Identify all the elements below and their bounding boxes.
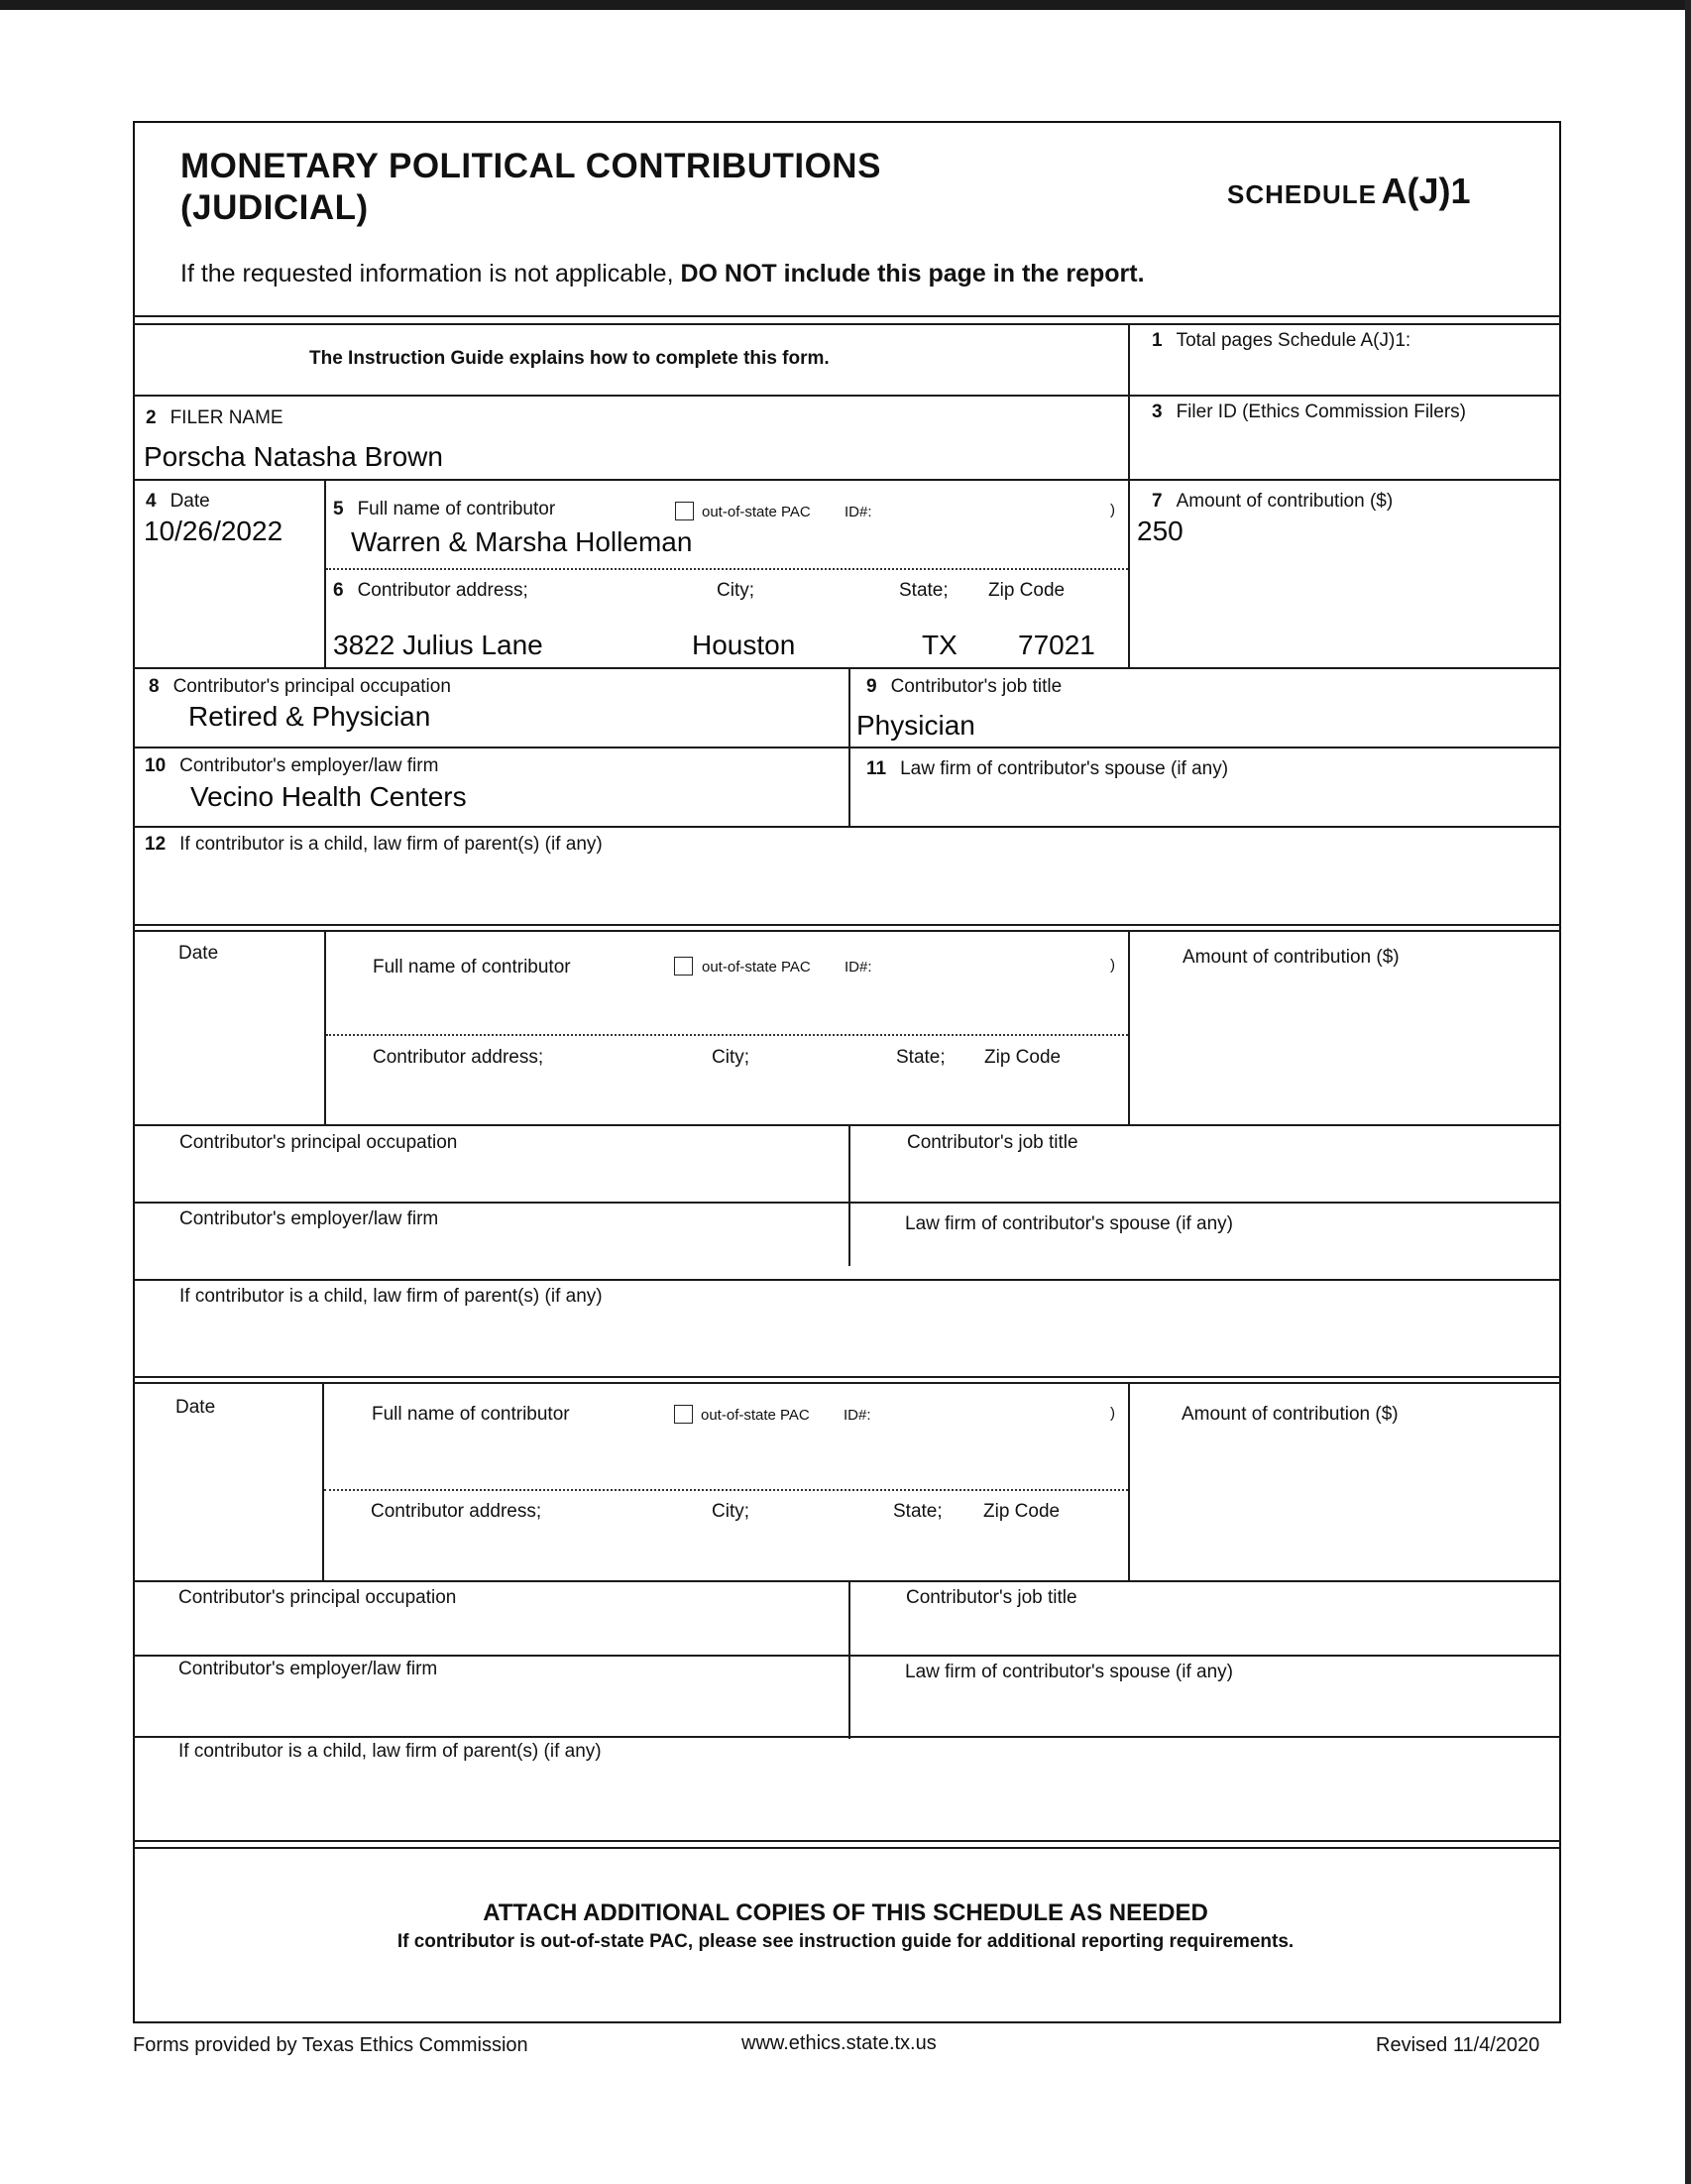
occupation-label: Contributor's principal occupation <box>179 1132 458 1153</box>
amount-column-divider <box>1128 1384 1130 1580</box>
address-label: Contributor address; <box>357 580 528 601</box>
entry-separator <box>133 924 1561 926</box>
amount-label: Amount of contribution ($) <box>1182 1404 1399 1425</box>
employer-label: Contributor's employer/law firm <box>178 1659 438 1679</box>
schedule-id: A(J)1 <box>1381 171 1471 211</box>
employer-field <box>145 755 438 777</box>
footer-website[interactable]: www.ethics.state.tx.us <box>741 2032 937 2054</box>
zip-label: Zip Code <box>984 1047 1062 1068</box>
job-title-field <box>866 676 1062 698</box>
field-number-6: 6 <box>333 580 344 601</box>
field-number-4: 4 <box>146 491 157 512</box>
date-field <box>146 491 210 513</box>
amount-label: Amount of contribution ($) <box>1176 491 1394 512</box>
filer-id-label: Filer ID (Ethics Commission Filers) <box>1176 402 1466 422</box>
date-label: Date <box>169 491 210 512</box>
row-rule <box>133 1736 1561 1738</box>
notice-prefix: If the requested information is not applicable, <box>180 260 681 287</box>
city-value[interactable]: Houston <box>692 630 796 660</box>
row-rule <box>133 747 1561 748</box>
row-rule <box>133 395 1561 397</box>
contributor-address-field <box>333 580 528 602</box>
out-of-state-pac-label: out-of-state PAC <box>702 504 811 520</box>
total-pages-field <box>1152 330 1410 352</box>
footer-revision: Revised 11/4/2020 <box>1376 2034 1540 2056</box>
spouse-firm-label: Law firm of contributor's spouse (if any) <box>905 1213 1233 1234</box>
notice-text <box>180 260 1145 288</box>
entry-separator-2 <box>133 930 1561 932</box>
out-of-state-pac-checkbox[interactable] <box>674 1405 693 1424</box>
job-title-label: Contributor's job title <box>890 676 1063 697</box>
filer-id-field <box>1152 402 1466 423</box>
employer-label: Contributor's employer/law firm <box>179 755 439 776</box>
state-label: State; <box>896 1047 946 1068</box>
field-number-1: 1 <box>1152 330 1163 351</box>
occupation-divider <box>848 1124 850 1266</box>
date-label: Date <box>178 943 219 964</box>
date-column-divider <box>322 1384 324 1580</box>
spouse-firm-label: Law firm of contributor's spouse (if any) <box>900 758 1229 779</box>
field-number-5: 5 <box>333 499 344 519</box>
out-of-state-pac-label: out-of-state PAC <box>701 1407 810 1424</box>
contributor-name-field <box>333 499 555 520</box>
child-firm-field <box>145 834 603 856</box>
row-rule <box>133 479 1561 481</box>
field-number-12: 12 <box>145 834 167 855</box>
zip-value[interactable]: 77021 <box>1018 630 1095 660</box>
full-name-label: Full name of contributor <box>357 499 556 519</box>
row-rule <box>133 1124 1561 1126</box>
contribution-date-value[interactable]: 10/26/2022 <box>144 516 283 546</box>
name-address-separator <box>326 568 1128 570</box>
occupation-value[interactable]: Retired & Physician <box>188 701 431 732</box>
pac-id-close-paren: ) <box>1110 502 1115 518</box>
out-of-state-pac-checkbox[interactable] <box>674 957 693 976</box>
job-title-label: Contributor's job title <box>907 1132 1078 1153</box>
field-number-7: 7 <box>1152 491 1163 512</box>
row-rule <box>133 667 1561 669</box>
amount-label: Amount of contribution ($) <box>1183 947 1400 968</box>
employer-value[interactable]: Vecino Health Centers <box>190 781 467 812</box>
address-label: Contributor address; <box>371 1501 542 1522</box>
notice-bold: DO NOT include this page in the report. <box>680 260 1145 287</box>
field-number-9: 9 <box>866 676 877 697</box>
child-firm-label: If contributor is a child, law firm of parent(s) (if any) <box>178 1741 602 1762</box>
field-number-3: 3 <box>1152 402 1163 422</box>
child-firm-label: If contributor is a child, law firm of parent(s) (if any) <box>179 1286 603 1307</box>
row-rule <box>133 1655 1561 1657</box>
child-firm-label: If contributor is a child, law firm of parent(s) (if any) <box>179 834 603 855</box>
entry-separator-2 <box>133 1847 1561 1849</box>
row-rule <box>133 1202 1561 1204</box>
field-number-2: 2 <box>146 407 157 428</box>
zip-label: Zip Code <box>983 1501 1061 1522</box>
entry-separator <box>133 1376 1561 1378</box>
job-title-value[interactable]: Physician <box>856 710 975 741</box>
address-label: Contributor address; <box>373 1047 544 1068</box>
name-address-separator <box>324 1489 1128 1491</box>
pac-id-label: ID#: <box>845 504 872 520</box>
name-address-separator <box>326 1034 1128 1036</box>
amount-column-divider <box>1128 932 1130 1124</box>
amount-value[interactable]: 250 <box>1137 516 1184 546</box>
occupation-label: Contributor's principal occupation <box>172 676 451 697</box>
scan-top-edge <box>0 0 1691 10</box>
filer-name-field <box>146 407 283 429</box>
filer-name-label: FILER NAME <box>169 407 283 428</box>
footer-provider: Forms provided by Texas Ethics Commission <box>133 2034 528 2056</box>
out-of-state-pac-checkbox[interactable] <box>675 502 694 520</box>
field-number-8: 8 <box>149 676 160 697</box>
address-value[interactable]: 3822 Julius Lane <box>333 630 543 660</box>
row-rule <box>133 1279 1561 1281</box>
right-column-divider <box>1128 323 1130 668</box>
entry-separator <box>133 1840 1561 1842</box>
field-number-10: 10 <box>145 755 167 776</box>
full-name-label: Full name of contributor <box>372 1404 570 1425</box>
row-rule <box>133 826 1561 828</box>
date-column-divider <box>324 932 326 1124</box>
spouse-firm-field <box>866 758 1228 780</box>
out-of-state-pac-note: If contributor is out-of-state PAC, please see instruction guide for additional reporting requirements. <box>396 1931 1295 1952</box>
contributor-name-value[interactable]: Warren & Marsha Holleman <box>351 526 693 557</box>
pac-id-close-paren: ) <box>1110 1405 1115 1422</box>
filer-name-value[interactable]: Porscha Natasha Brown <box>144 441 443 472</box>
state-value[interactable]: TX <box>922 630 958 660</box>
pac-id-label: ID#: <box>845 959 872 976</box>
date-label: Date <box>175 1397 216 1418</box>
form-subtitle: (JUDICIAL) <box>180 188 369 227</box>
header-rule-2 <box>133 323 1561 325</box>
state-label: State; <box>899 580 949 601</box>
occupation-field <box>149 676 451 698</box>
state-label: State; <box>893 1501 943 1522</box>
pac-id-label: ID#: <box>844 1407 871 1424</box>
form-title: MONETARY POLITICAL CONTRIBUTIONS <box>180 147 881 185</box>
city-label: City; <box>712 1047 749 1068</box>
attach-copies-note: ATTACH ADDITIONAL COPIES OF THIS SCHEDULE AS NEEDED <box>483 1899 1208 1926</box>
zip-label: Zip Code <box>988 580 1066 601</box>
out-of-state-pac-label: out-of-state PAC <box>702 959 811 976</box>
city-label: City; <box>712 1501 749 1522</box>
amount-field <box>1152 491 1393 513</box>
employer-label: Contributor's employer/law firm <box>179 1208 439 1229</box>
entry-separator-2 <box>133 1382 1561 1384</box>
schedule-label <box>1227 171 1471 212</box>
date-column-divider <box>324 479 326 667</box>
total-pages-label: Total pages Schedule A(J)1: <box>1176 330 1411 351</box>
full-name-label: Full name of contributor <box>373 957 571 977</box>
pac-id-close-paren: ) <box>1110 957 1115 974</box>
row-rule <box>133 1580 1561 1582</box>
header-rule <box>133 315 1561 317</box>
occupation-divider <box>848 1580 850 1739</box>
occupation-label: Contributor's principal occupation <box>178 1587 457 1608</box>
field-number-11: 11 <box>866 758 887 779</box>
spouse-firm-label: Law firm of contributor's spouse (if any) <box>905 1662 1233 1682</box>
job-title-label: Contributor's job title <box>906 1587 1077 1608</box>
schedule-word: SCHEDULE <box>1227 179 1378 209</box>
instruction-guide-note: The Instruction Guide explains how to complete this form. <box>309 348 830 369</box>
city-label: City; <box>717 580 754 601</box>
scan-right-edge <box>1685 0 1691 2184</box>
